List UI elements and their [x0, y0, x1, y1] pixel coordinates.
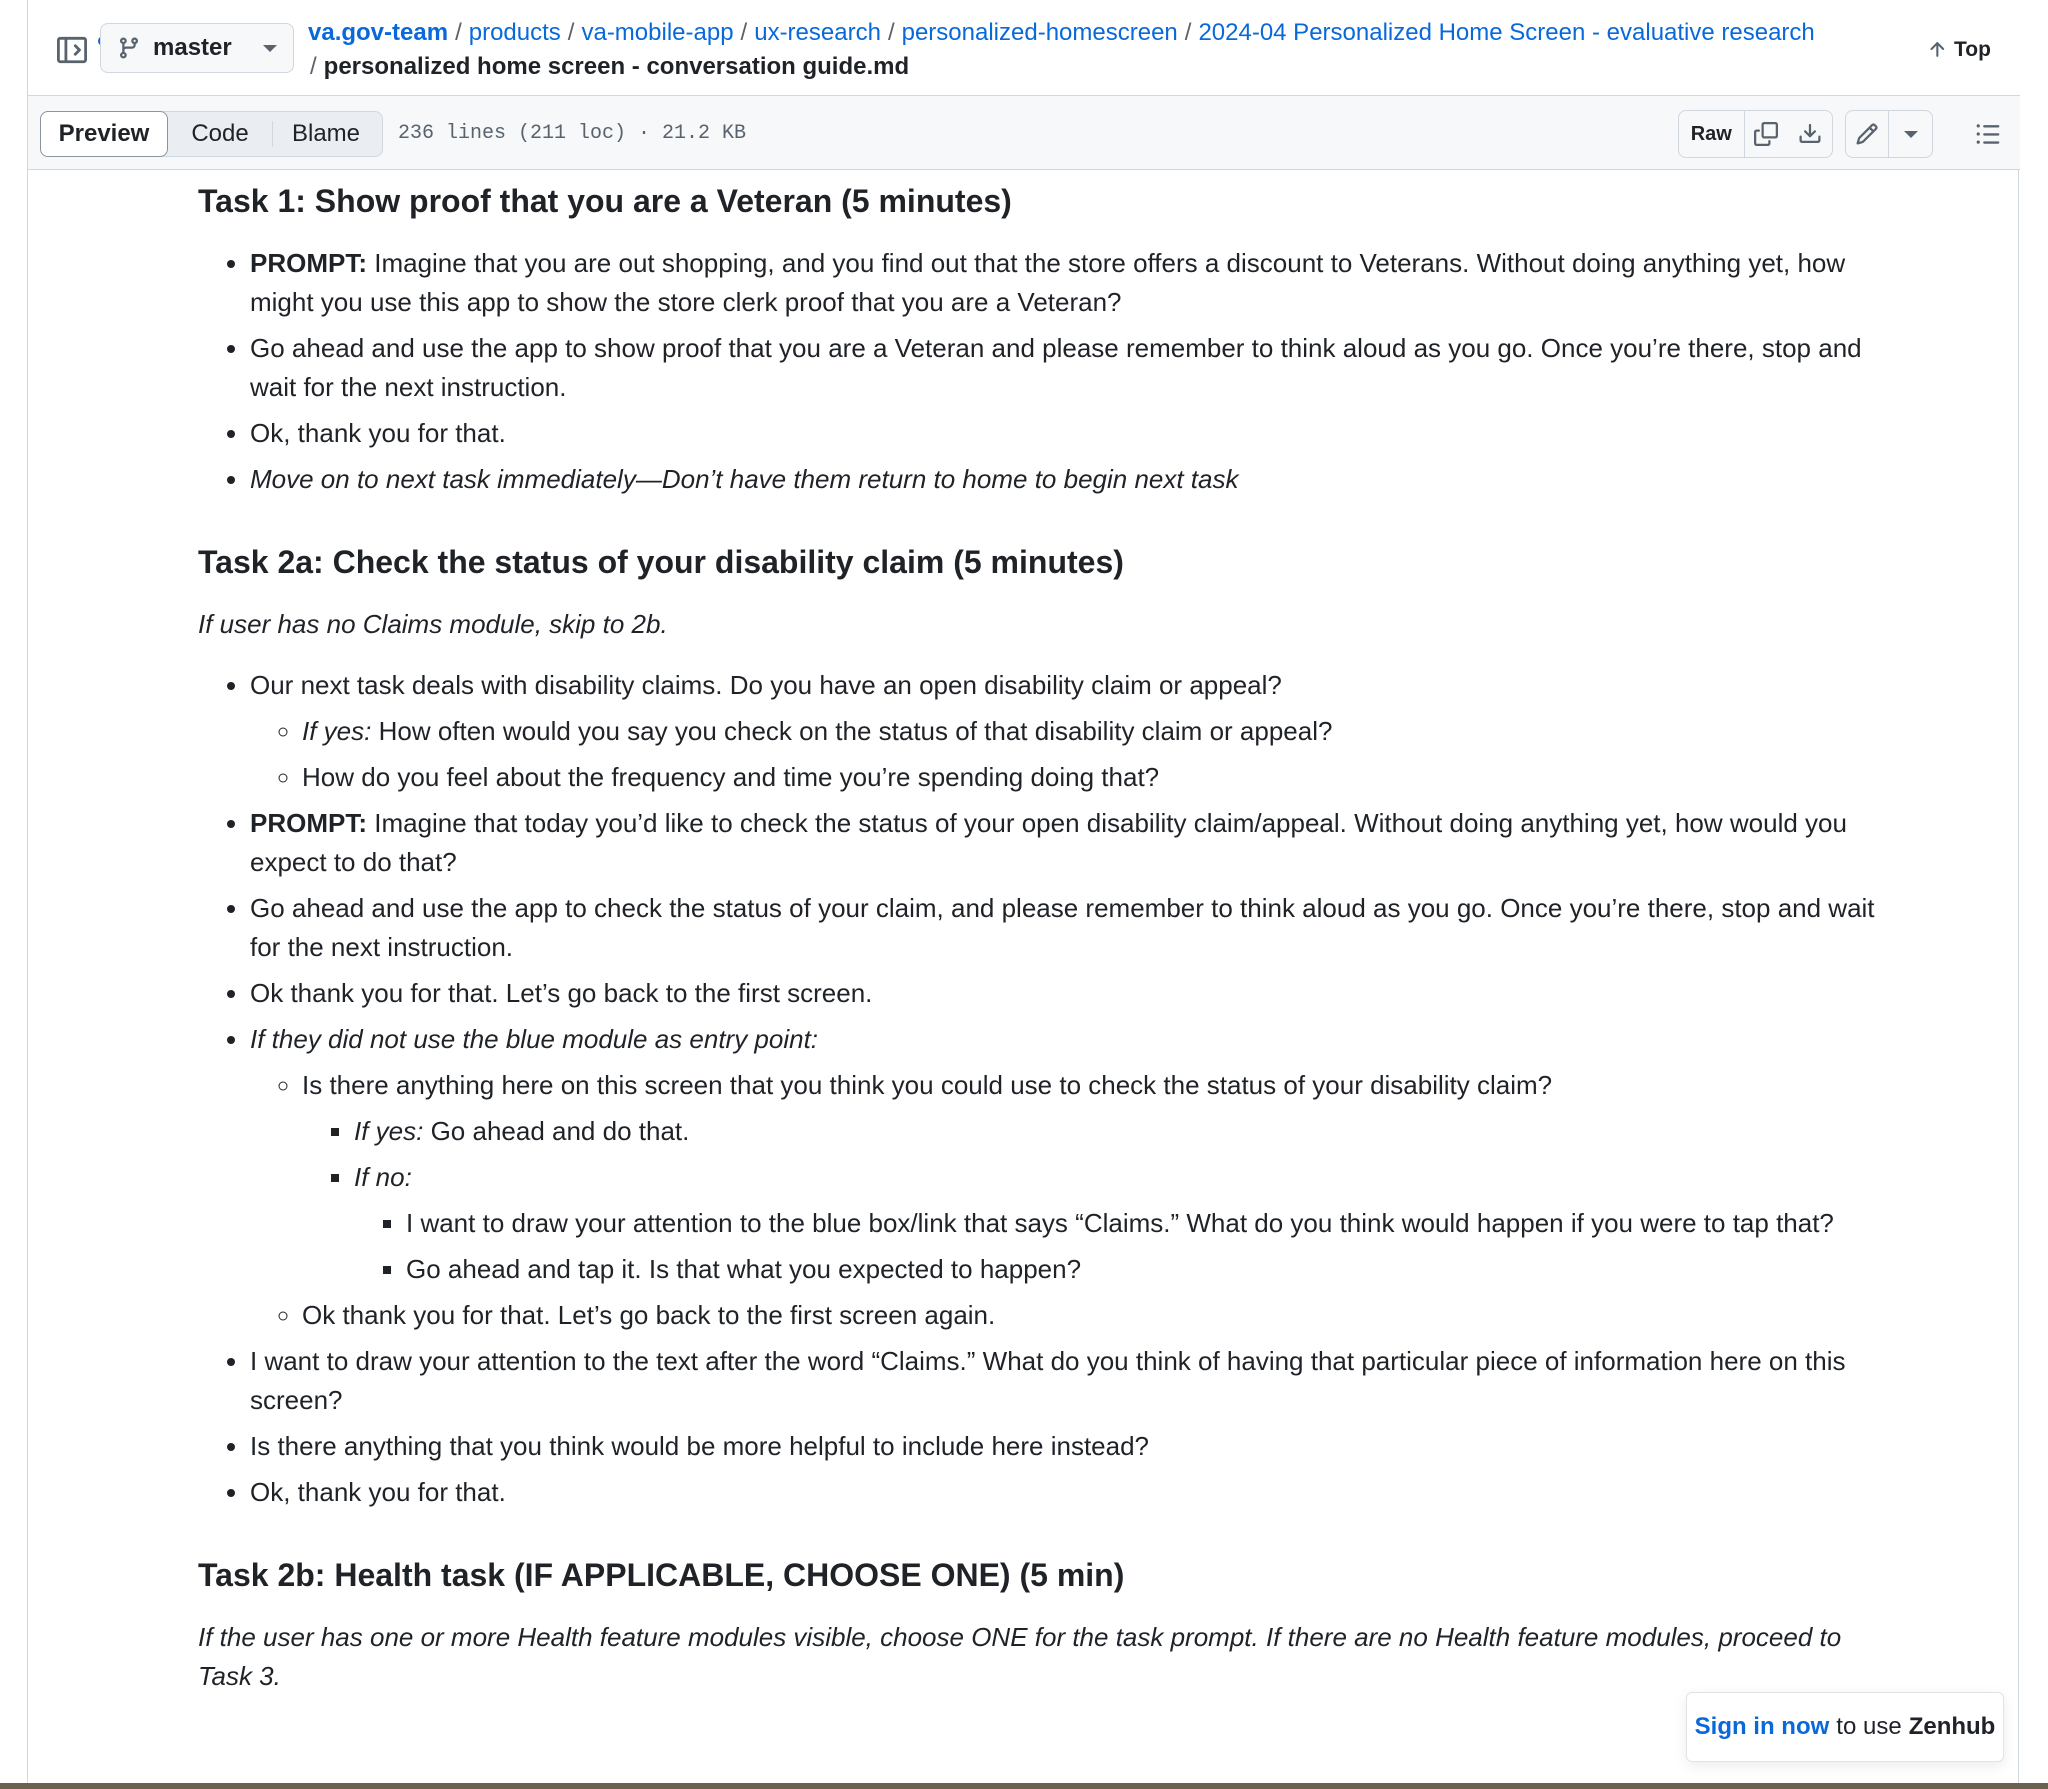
list-item: • Go ahead and use the app to check the status of your claim, and please remember to think aloud as you go. Once you’re there, stop and wait for the next instruction. — [250, 889, 1888, 967]
zenhub-brand: Zenhub — [1908, 1713, 1996, 1740]
breadcrumb-link-ux-research[interactable]: ux-research — [754, 19, 881, 46]
branch-name: master — [153, 34, 232, 61]
list-item: • Ok, thank you for that. — [250, 414, 1888, 453]
task2b-note: If the user has one or more Health feature modules visible, choose ONE for the task prompt. If there are no Health feature modules, proceed to Task 3. — [198, 1622, 1842, 1691]
copy-raw-button[interactable] — [1745, 111, 1789, 157]
list-item: • Ok thank you for that. Let’s go back to the first screen. — [250, 974, 1888, 1013]
list-item: • Is there anything that you think would be more helpful to include here instead? — [250, 1427, 1888, 1466]
task2a-list — [198, 666, 1888, 1512]
arrow-up-icon — [1926, 39, 1948, 61]
breadcrumb-separator: / — [740, 19, 748, 46]
copy-icon — [1754, 122, 1778, 146]
list-item — [250, 244, 1888, 322]
list-item: ◦ Ok thank you for that. Let’s go back to the first screen again. — [302, 1296, 1888, 1335]
more-edit-options-button[interactable] — [1889, 111, 1932, 157]
list-item: • Go ahead and use the app to show proof that you are a Veteran and please remember to think aloud as you go. Once you’re there, stop and wait for the next instruction. — [250, 329, 1888, 407]
list-item — [302, 1066, 1888, 1289]
breadcrumb — [308, 16, 1868, 84]
sidebar-expand-icon — [57, 35, 87, 65]
task2a-heading: Task 2a: Check the status of your disability claim (5 minutes) — [198, 544, 1124, 580]
breadcrumb-separator: / — [567, 19, 575, 46]
breadcrumb-link-personalized-homescreen[interactable]: personalized-homescreen — [901, 19, 1178, 46]
list-item — [250, 1020, 1888, 1335]
sub-list — [250, 1066, 1888, 1335]
condition-label: If yes: — [302, 716, 372, 746]
breadcrumb-separator: / — [310, 53, 317, 80]
tab-code[interactable]: Code — [191, 120, 249, 147]
breadcrumb-link-evaluative-research[interactable]: 2024-04 Personalized Home Screen - evaluative research — [1198, 19, 1815, 46]
zenhub-text: to use — [1836, 1713, 1902, 1740]
prompt-text: Imagine that today you’d like to check the status of your open disability claim/appeal. Without doing anything yet, how would you expect to do that? — [250, 808, 1847, 877]
list-item: ◦ How do you feel about the frequency and time you’re spending doing that? — [302, 758, 1888, 797]
breadcrumb-repo-link[interactable]: va.gov-team — [308, 19, 449, 46]
list-item-text: How often would you say you check on the status of that disability claim or appeal? — [371, 716, 1333, 746]
prompt-label: PROMPT: — [250, 808, 367, 838]
list-unordered-icon — [1975, 121, 2001, 147]
file-toolbar — [28, 96, 2020, 170]
task2b-heading: Task 2b: Health task (IF APPLICABLE, CHOOSE ONE) (5 min) — [198, 1557, 1125, 1593]
raw-button[interactable]: Raw — [1679, 111, 1745, 157]
list-item — [250, 804, 1888, 882]
task2a-note: If user has no Claims module, skip to 2b. — [198, 609, 668, 639]
list-item: ▪ I want to draw your attention to the blue box/link that says “Claims.” What do you think would happen if you were to tap that? — [406, 1204, 1888, 1243]
zenhub-sign-in-banner — [1686, 1692, 2004, 1762]
tab-preview[interactable]: Preview — [40, 111, 168, 157]
edit-file-button[interactable] — [1846, 111, 1889, 157]
condition-label: If yes: — [354, 1116, 424, 1146]
list-item — [250, 666, 1888, 797]
tab-blame[interactable]: Blame — [291, 120, 361, 147]
list-item-text: If they did not use the blue module as entry point: — [250, 1024, 819, 1054]
download-raw-button[interactable] — [1788, 111, 1832, 157]
list-item — [302, 712, 1888, 751]
branch-selector-button[interactable] — [100, 23, 294, 73]
list-item-text: Our next task deals with disability claims. Do you have an open disability claim or appeal? — [250, 670, 1282, 700]
list-item — [354, 1112, 1888, 1151]
raw-copy-download-group — [1678, 110, 1833, 158]
file-meta-info: 236 lines (211 loc) · 21.2 KB — [398, 122, 747, 145]
prompt-label: PROMPT: — [250, 248, 367, 278]
breadcrumb-link-products[interactable]: products — [468, 19, 561, 46]
edit-button-group — [1845, 110, 1933, 158]
top-label: Top — [1954, 38, 1991, 61]
caret-down-icon — [263, 45, 277, 52]
sub-list — [250, 712, 1888, 797]
side-panel-toggle-button[interactable] — [50, 28, 94, 72]
sticky-file-header — [28, 0, 2020, 96]
prompt-text: Imagine that you are out shopping, and you find out that the store offers a discount to Veterans. Without doing anything yet, how might you use this app to show the store clerk proof that you are a Veteran? — [250, 248, 1846, 317]
breadcrumb-separator: / — [1184, 19, 1192, 46]
breadcrumb-file-name: personalized home screen - conversation guide.md — [323, 53, 910, 80]
markdown-body — [198, 180, 1888, 1718]
sub-sub-sub-list — [354, 1204, 1888, 1289]
condition-label: If no: — [354, 1162, 412, 1192]
list-item: • Ok, thank you for that. — [250, 1473, 1888, 1512]
breadcrumb-separator: / — [455, 19, 462, 46]
back-to-top-button[interactable] — [1926, 32, 1991, 68]
list-item — [354, 1158, 1888, 1289]
pencil-icon — [1855, 122, 1879, 146]
list-item: • Move on to next task immediately—Don’t have them return to home to begin next task — [250, 460, 1888, 499]
list-item: ▪ Go ahead and tap it. Is that what you expected to happen? — [406, 1250, 1888, 1289]
download-icon — [1798, 122, 1822, 146]
file-view — [27, 0, 2019, 1789]
outline-button[interactable] — [1968, 114, 2008, 154]
caret-down-icon — [1904, 131, 1918, 138]
list-item-text: Go ahead and do that. — [423, 1116, 690, 1146]
list-item-text: Is there anything here on this screen that you think you could use to check the status of your disability claim? — [302, 1070, 1553, 1100]
sub-sub-list — [302, 1112, 1888, 1289]
task1-heading: Task 1: Show proof that you are a Veteran (5 minutes) — [198, 183, 1012, 219]
git-branch-icon — [117, 36, 141, 60]
list-item: • I want to draw your attention to the text after the word “Claims.” What do you think of having that particular piece of information here on this screen? — [250, 1342, 1888, 1420]
task1-list — [198, 244, 1888, 499]
zenhub-sign-in-link[interactable]: Sign in now — [1694, 1713, 1830, 1740]
desktop-background-strip — [0, 1783, 2048, 1789]
breadcrumb-link-va-mobile-app[interactable]: va-mobile-app — [581, 19, 734, 46]
breadcrumb-separator: / — [887, 19, 895, 46]
view-mode-tabs — [40, 111, 383, 157]
